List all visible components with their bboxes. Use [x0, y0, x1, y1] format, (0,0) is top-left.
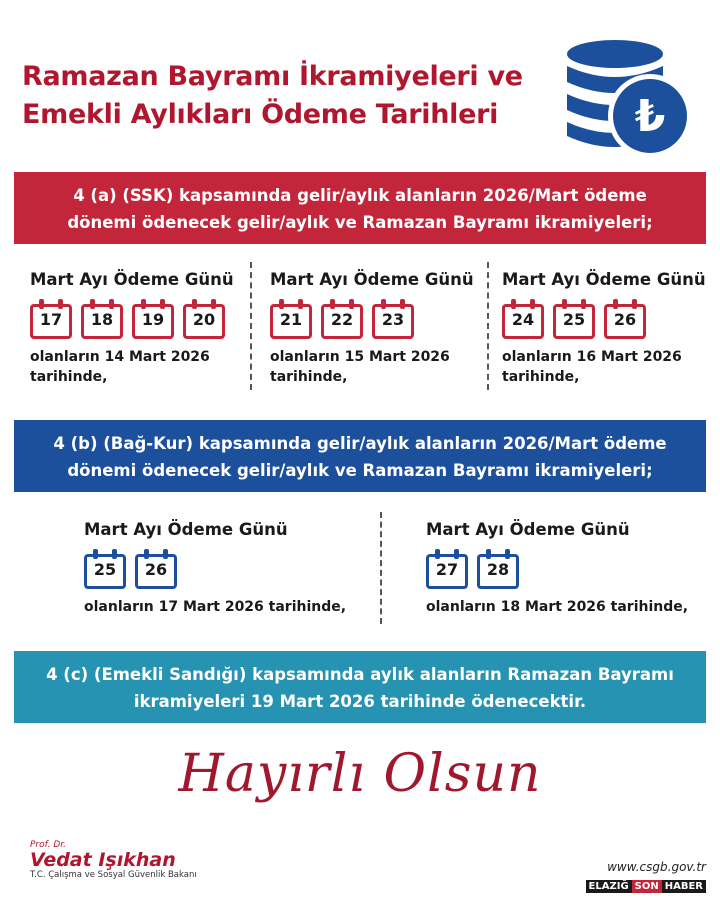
- calendar-icon: [372, 299, 414, 339]
- day-number: 23: [381, 310, 405, 329]
- ssk-group-3: [502, 270, 706, 387]
- bagkur-group-2: [426, 520, 688, 617]
- group-title: Mart Ayı Ödeme Günü: [270, 270, 474, 289]
- calendar-icon: [183, 299, 225, 339]
- page-title: [22, 58, 562, 134]
- emekli-sandigi-banner: [14, 651, 706, 723]
- note-line-1: olanların 17 Mart 2026 tarihinde,: [84, 599, 347, 615]
- calendar-icon: [477, 549, 519, 589]
- day-number: 21: [279, 310, 303, 329]
- note-line-2: tarihinde,: [502, 369, 580, 385]
- brand-part-1: ELAZIĞ: [586, 880, 632, 893]
- group-title: Mart Ayı Ödeme Günü: [502, 270, 706, 289]
- lira-symbol: ₺: [634, 91, 666, 142]
- signature-name: Vedat Işıkhan: [30, 849, 176, 871]
- brand-part-3: HABER: [662, 880, 706, 893]
- signature-role: T.C. Çalışma ve Sosyal Güvenlik Bakanı: [30, 870, 197, 880]
- bagkur-group-1: [84, 520, 346, 617]
- calendar-icon: [502, 299, 544, 339]
- calendar-icon: [604, 299, 646, 339]
- note-line-1: olanların 18 Mart 2026 tarihinde,: [426, 599, 689, 615]
- calendar-icon: [426, 549, 468, 589]
- divider: [380, 512, 382, 624]
- note-line-1: olanların 16 Mart 2026: [502, 349, 682, 365]
- day-number: 19: [141, 310, 165, 329]
- calendar-icon: [132, 299, 174, 339]
- ssk-banner-line-2: dönemi ödenecek gelir/aylık ve Ramazan Bayramı ikramiyeleri;: [67, 213, 653, 232]
- news-brand-logo: [586, 880, 706, 893]
- calendar-icon: [270, 299, 312, 339]
- note-line-1: olanların 15 Mart 2026: [270, 349, 450, 365]
- day-number: 17: [39, 310, 63, 329]
- group-title: Mart Ayı Ödeme Günü: [84, 520, 288, 539]
- payment-date-note: [84, 597, 346, 617]
- calendar-icon: [81, 299, 123, 339]
- emekli-banner-line-2: ikramiyeleri 19 Mart 2026 tarihinde ödenecektir.: [133, 692, 587, 711]
- day-number: 24: [511, 310, 535, 329]
- calendar-icon: [321, 299, 363, 339]
- ssk-group-1: [30, 270, 234, 387]
- calendar-icon: [30, 299, 72, 339]
- calendar-icon: [84, 549, 126, 589]
- ssk-group-2: [270, 270, 474, 387]
- note-line-1: olanların 14 Mart 2026: [30, 349, 210, 365]
- emekli-banner-line-1: 4 (c) (Emekli Sandığı) kapsamında aylık alanların Ramazan Bayramı: [46, 665, 674, 684]
- title-line-2: Emekli Aylıkları Ödeme Tarihleri: [22, 99, 499, 130]
- day-number: 25: [93, 560, 117, 579]
- divider: [487, 262, 489, 390]
- greeting-text: Hayırlı Olsun: [178, 744, 542, 804]
- day-number: 22: [330, 310, 354, 329]
- day-list: [270, 299, 474, 339]
- divider: [250, 262, 252, 390]
- day-number: 25: [562, 310, 586, 329]
- day-number: 27: [435, 560, 459, 579]
- day-number: 20: [192, 310, 216, 329]
- payment-date-note: [502, 347, 706, 387]
- ssk-banner-line-1: 4 (a) (SSK) kapsamında gelir/aylık alanların 2026/Mart ödeme: [73, 186, 647, 205]
- day-number: 28: [486, 560, 510, 579]
- day-number: 26: [613, 310, 637, 329]
- ssk-banner: [14, 172, 706, 244]
- title-line-1: Ramazan Bayramı İkramiyeleri ve: [22, 61, 523, 92]
- footer-right: [586, 860, 706, 893]
- lira-coins-icon: [555, 36, 695, 164]
- signature-prefix: Prof. Dr.: [30, 840, 67, 850]
- bagkur-banner-line-2: dönemi ödenecek gelir/aylık ve Ramazan Bayramı ikramiyeleri;: [67, 461, 653, 480]
- group-title: Mart Ayı Ödeme Günü: [30, 270, 234, 289]
- day-list: [84, 549, 346, 589]
- day-number: 18: [90, 310, 114, 329]
- note-line-2: tarihinde,: [30, 369, 108, 385]
- day-list: [30, 299, 234, 339]
- website-link[interactable]: www.csgb.gov.tr: [607, 860, 706, 874]
- bagkur-banner-line-1: 4 (b) (Bağ-Kur) kapsamında gelir/aylık alanların 2026/Mart ödeme: [53, 434, 667, 453]
- payment-date-note: [426, 597, 688, 617]
- day-number: 26: [144, 560, 168, 579]
- brand-part-2: SON: [632, 880, 662, 893]
- note-line-2: tarihinde,: [270, 369, 348, 385]
- group-title: Mart Ayı Ödeme Günü: [426, 520, 630, 539]
- calendar-icon: [135, 549, 177, 589]
- day-list: [426, 549, 688, 589]
- calendar-icon: [553, 299, 595, 339]
- payment-date-note: [30, 347, 234, 387]
- bagkur-banner: [14, 420, 706, 492]
- minister-signature: [30, 840, 197, 880]
- payment-date-note: [270, 347, 474, 387]
- day-list: [502, 299, 706, 339]
